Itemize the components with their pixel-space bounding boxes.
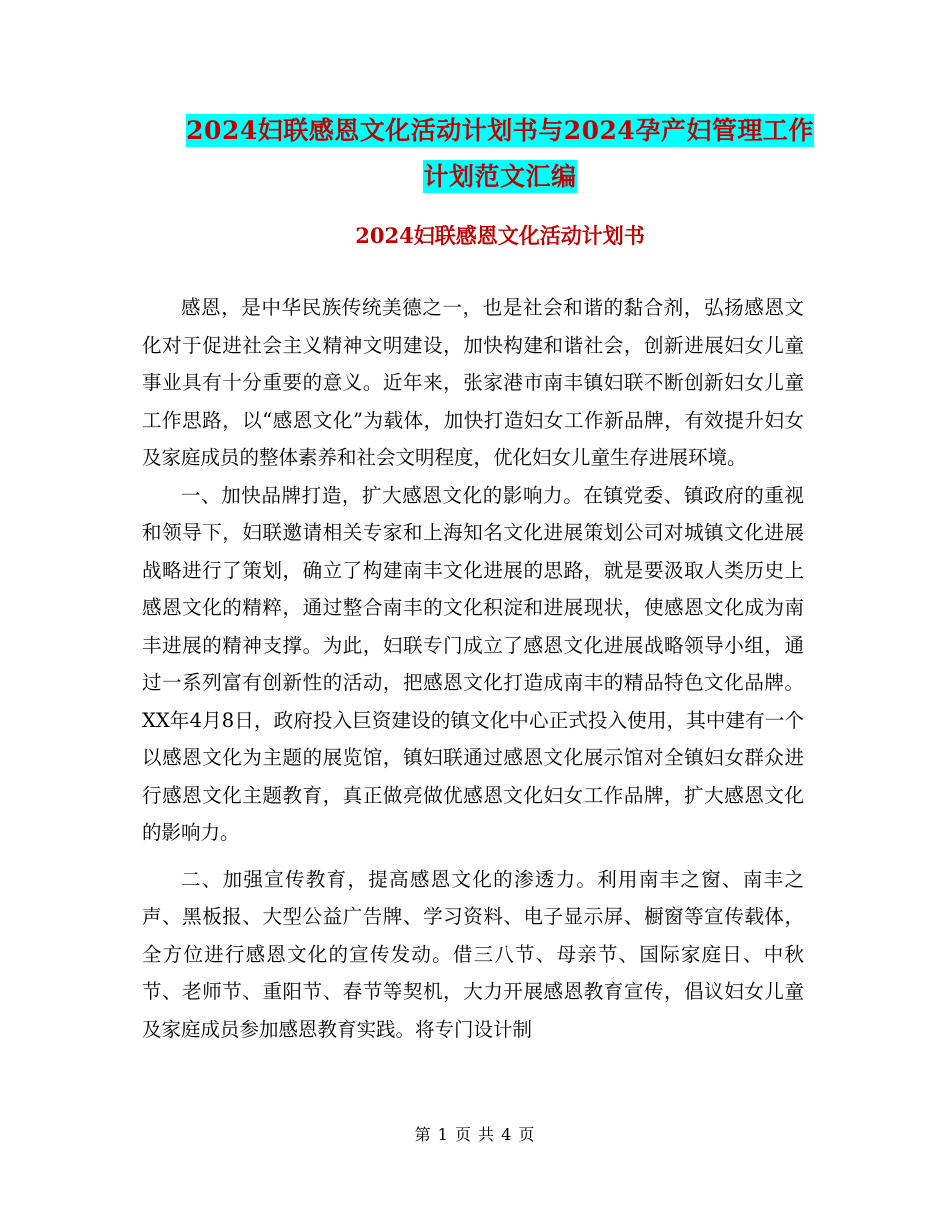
section-title: 2024妇联感恩文化活动计划书: [355, 223, 645, 248]
paragraph: 一、加快品牌打造，扩大感恩文化的影响力。在镇党委、镇政府的重视和领导下，妇联邀请相关专家和上海知名文化进展策划公司对城镇文化进展战略进行了策划，确立了构建南丰文化进展的思路，就是要汲取人类历史上感恩文化的精粹，通过整合南丰的文化积淀和进展现状，使感恩文化成为南丰进展的精神支撑。为此，妇联专门成立了感恩文化进展战略领导小组，通过一系列富有创新性的活动，把感恩文化打造成南丰的精品特色文化品牌。XX年4月8日，政府投入巨资建设的镇文化中心正式投入使用，其中建有一个以感恩文化为主题的展览馆，镇妇联通过感恩文化展示馆对全镇妇女群众进行感恩文化主题教育，真正做亮做优感恩文化妇女工作品牌，扩大感恩文化的影响力。: [142, 483, 804, 844]
title-line-2: 计划范文汇编: [423, 162, 577, 191]
document-title: [150, 108, 850, 200]
title-line-1: 2024妇联感恩文化活动计划书与2024孕产妇管理工作: [186, 116, 814, 145]
document-body: [142, 289, 804, 1048]
paragraph: 感恩，是中华民族传统美德之一，也是社会和谐的黏合剂，弘扬感恩文化对于促进社会主义精神文明建设，加快构建和谐社会，创新进展妇女儿童事业具有十分重要的意义。近年来，张家港市南丰镇妇联不断创新妇女儿童工作思路，以“感恩文化”为载体，加快打造妇女工作新品牌，有效提升妇女及家庭成员的整体素养和社会文明程度，优化妇女儿童生存进展环境。: [142, 296, 804, 469]
paragraph: 二、加强宣传教育，提高感恩文化的渗透力。利用南丰之窗、南丰之声、黑板报、大型公益广告牌、学习资料、电子显示屏、橱窗等宣传载体，全方位进行感恩文化的宣传发动。借三八节、母亲节、国际家庭日、中秋节、老师节、重阳节、春节等契机，大力开展感恩教育宣传，倡议妇女儿童及家庭成员参加感恩教育实践。将专门设计制: [142, 867, 804, 1041]
page-footer: 第 1 页 共 4 页: [414, 1125, 536, 1144]
